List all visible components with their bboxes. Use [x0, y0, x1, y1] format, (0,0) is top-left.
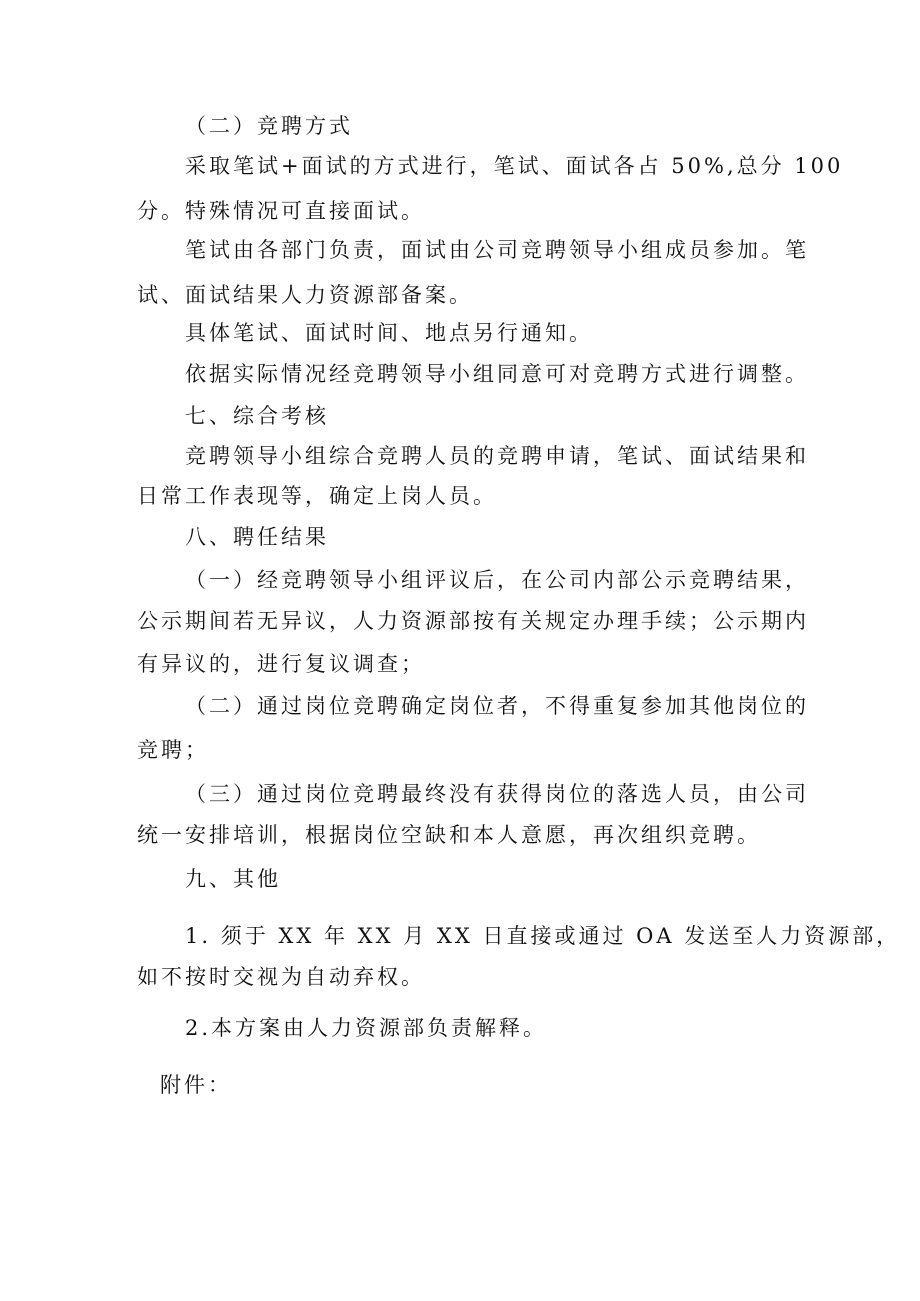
paragraph-line: 2.本方案由人力资源部负责解释。	[185, 1016, 548, 1040]
paragraph-line: 日常工作表现等，确定上岗人员。	[137, 484, 497, 508]
paragraph-line: 分。特殊情况可直接面试。	[137, 199, 425, 223]
paragraph-line: 具体笔试、面试时间、地点另行通知。	[185, 321, 593, 345]
paragraph-line: 1. 须于 XX 年 XX 月 XX 日直接或通过 OA 发送至人力资源部，	[185, 924, 901, 948]
section-heading-appointment-results: 八、聘任结果	[185, 525, 329, 549]
paragraph-line: 有异议的，进行复议调查；	[137, 652, 425, 676]
paragraph-line: （一）经竞聘领导小组评议后，在公司内部公示竞聘结果，	[185, 568, 809, 592]
section-heading-comprehensive-assessment: 七、综合考核	[185, 404, 329, 428]
paragraph-line: 竞聘；	[137, 738, 209, 762]
paragraph-line: 试、面试结果人力资源部备案。	[137, 283, 473, 307]
section-heading-other: 九、其他	[185, 867, 281, 891]
paragraph-line: （二）通过岗位竞聘确定岗位者，不得重复参加其他岗位的	[185, 694, 809, 718]
paragraph-line: 公示期间若无异议，人力资源部按有关规定办理手续；公示期内	[137, 609, 809, 633]
paragraph-line: 采取笔试+面试的方式进行，笔试、面试各占 50%,总分 100	[185, 154, 844, 178]
paragraph-line: 统一安排培训，根据岗位空缺和本人意愿，再次组织竞聘。	[137, 823, 761, 847]
paragraph-line: 竞聘领导小组综合竞聘人员的竞聘申请，笔试、面试结果和	[185, 444, 809, 468]
attachment-label: 附件：	[160, 1073, 232, 1097]
paragraph-line: 依据实际情况经竞聘领导小组同意可对竞聘方式进行调整。	[185, 362, 809, 386]
subsection-heading-recruitment-method: （二）竞聘方式	[185, 114, 353, 138]
paragraph-line: （三）通过岗位竞聘最终没有获得岗位的落选人员，由公司	[185, 782, 809, 806]
paragraph-line: 笔试由各部门负责，面试由公司竞聘领导小组成员参加。笔	[185, 238, 809, 262]
paragraph-line: 如不按时交视为自动弃权。	[137, 965, 425, 989]
